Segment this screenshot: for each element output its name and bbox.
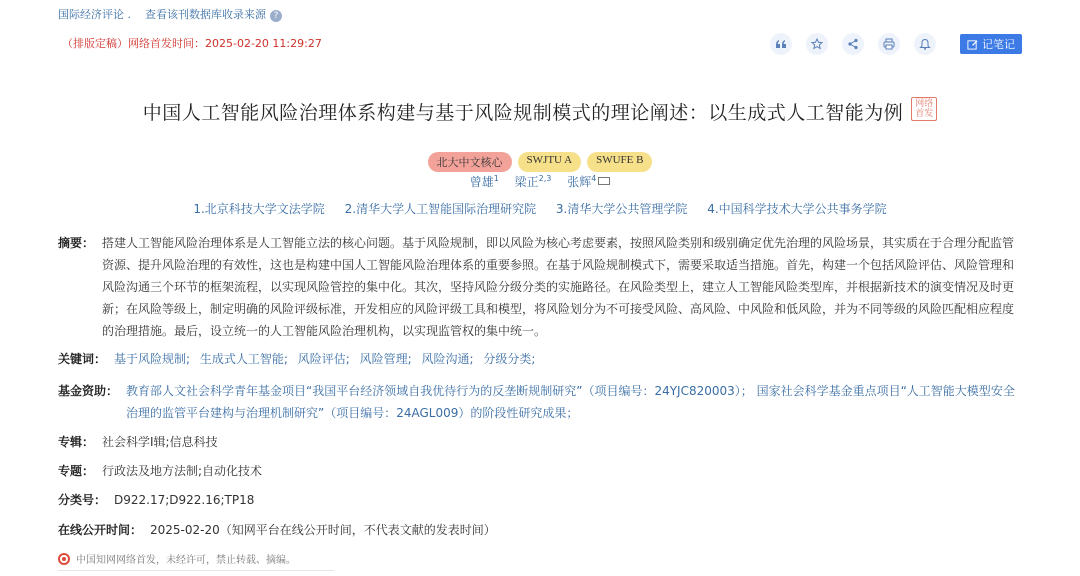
- online-time-label: 在线公开时间：: [58, 523, 143, 537]
- keyword-list: [106, 348, 541, 370]
- abstract-text: 搭建人工智能风险治理体系是人工智能立法的核心问题。基于风险规制，即以风险为核心考虑要素，按照风险类别和级别确定优先治理的风险场景，其实质在于合理分配监管资源、提升风险治理的有效性，这也是构建中国人工智能风险治理体系的重要参照。在基于风险规制模式下，需要采取适当措施。首先，构建一个包括风险评估、风险管理和风险沟通三个环节的框架流程，以实现风险管控的集中化。其次，坚持风险分级分类的实施路径。在风险类型上，建立人工智能风险类型库，并根据新技术的演变情况及时更新；在风险等级上，制定明确的风险评级标准，开发相应的风险评级工具和模型，将风险划分为不可接受风险、高风险、中风险和低风险，并为不同等级的风险匹配相应程度的治理措施。最后，设立统一的人工智能风险治理机构，以实现监管权的集中统一。: [102, 236, 1015, 338]
- abstract-label: 摘要：: [58, 236, 95, 250]
- keyword-link[interactable]: 风险评估;: [297, 352, 350, 366]
- print-icon[interactable]: [878, 33, 900, 55]
- keyword-link[interactable]: 生成式人工智能;: [199, 352, 288, 366]
- quote-icon[interactable]: [770, 33, 792, 55]
- take-note-label: 记笔记: [982, 38, 1015, 51]
- target-icon: [58, 553, 70, 565]
- divider: [58, 570, 334, 571]
- online-time-row: [58, 519, 496, 541]
- affiliation-link[interactable]: 2.清华大学人工智能国际治理研究院: [344, 202, 537, 216]
- series-row: [58, 431, 218, 453]
- journal-link[interactable]: 国际经济评论 .: [58, 8, 131, 21]
- affiliation-link[interactable]: 4.中国科学技术大学公共事务学院: [707, 202, 887, 216]
- copyright-text: 中国知网网络首发，未经许可，禁止转载、摘编。: [76, 555, 296, 566]
- author-link[interactable]: 曾雄$^1$: [469, 174, 499, 189]
- page-title: 中国人工智能风险治理体系构建与基于风险规制模式的理论阐述：以生成式人工智能为例: [142, 102, 904, 124]
- take-note-button[interactable]: [960, 34, 1022, 54]
- tag-swufe[interactable]: SWUFE B: [587, 152, 652, 172]
- index-tags: [0, 152, 1080, 172]
- keyword-link[interactable]: 基于风险规制;: [114, 352, 191, 366]
- series-value: 社会科学Ⅰ辑;信息科技: [102, 435, 218, 449]
- topic-value: 行政法及地方法制;自动化技术: [102, 464, 263, 478]
- classno-label: 分类号：: [58, 493, 107, 507]
- series-label: 专辑：: [58, 435, 95, 449]
- author-list: [0, 173, 1080, 190]
- star-icon[interactable]: [806, 33, 828, 55]
- copyright-note: [58, 551, 296, 566]
- fund-text[interactable]: 教育部人文社会科学青年基金项目“我国平台经济领域自我优待行为的反垄断规制研究”（项目编号：24YJC820003）； 国家社会科学基金重点项目“人工智能大模型安全治理的监管平台建构与治理机制研究”（项目编号：24AGL009）的阶段性研究成果；: [126, 384, 1015, 420]
- keywords-row: [58, 348, 541, 370]
- fund-row: [58, 380, 1024, 424]
- online-first-badge: 网络首发: [911, 97, 937, 121]
- share-icon[interactable]: [842, 33, 864, 55]
- author-link[interactable]: 张辉$^4$: [567, 175, 610, 189]
- fund-label: 基金资助：: [58, 384, 119, 398]
- affiliation-link[interactable]: 3.清华大学公共管理学院: [555, 202, 688, 216]
- edit-icon: [967, 39, 978, 50]
- topic-label: 专题：: [58, 464, 95, 478]
- title-row: [0, 97, 1080, 125]
- author-link[interactable]: 梁正$^{2,3}$: [514, 174, 552, 189]
- publish-time: （排版定稿）网络首发时间：2025-02-20 11:29:27: [62, 37, 322, 50]
- topic-row: [58, 460, 262, 482]
- abstract: [58, 232, 1024, 342]
- tag-swjtu[interactable]: SWJTU A: [518, 152, 582, 172]
- online-time-value: 2025-02-20（知网平台在线公开时间，不代表文献的发表时间）: [150, 523, 496, 537]
- journal-info: [58, 6, 282, 22]
- classno-row: [58, 489, 254, 511]
- affiliation-list: [0, 200, 1080, 217]
- classno-value: D922.17;D922.16;TP18: [114, 493, 255, 507]
- help-icon[interactable]: ?: [270, 10, 282, 22]
- bell-icon[interactable]: [914, 33, 936, 55]
- affiliation-link[interactable]: 1.北京科技大学文法学院: [193, 202, 325, 216]
- keyword-link[interactable]: 风险管理;: [359, 352, 412, 366]
- toolbar: [770, 33, 1022, 55]
- keyword-link[interactable]: 风险沟通;: [421, 352, 474, 366]
- tag-pku-core[interactable]: 北大中文核心: [428, 152, 512, 172]
- mail-icon[interactable]: [598, 177, 610, 185]
- keyword-link[interactable]: 分级分类;: [483, 352, 536, 366]
- keywords-label: 关键词：: [58, 352, 107, 366]
- db-source-link[interactable]: 查看该刊数据库收录来源 ?: [145, 6, 282, 22]
